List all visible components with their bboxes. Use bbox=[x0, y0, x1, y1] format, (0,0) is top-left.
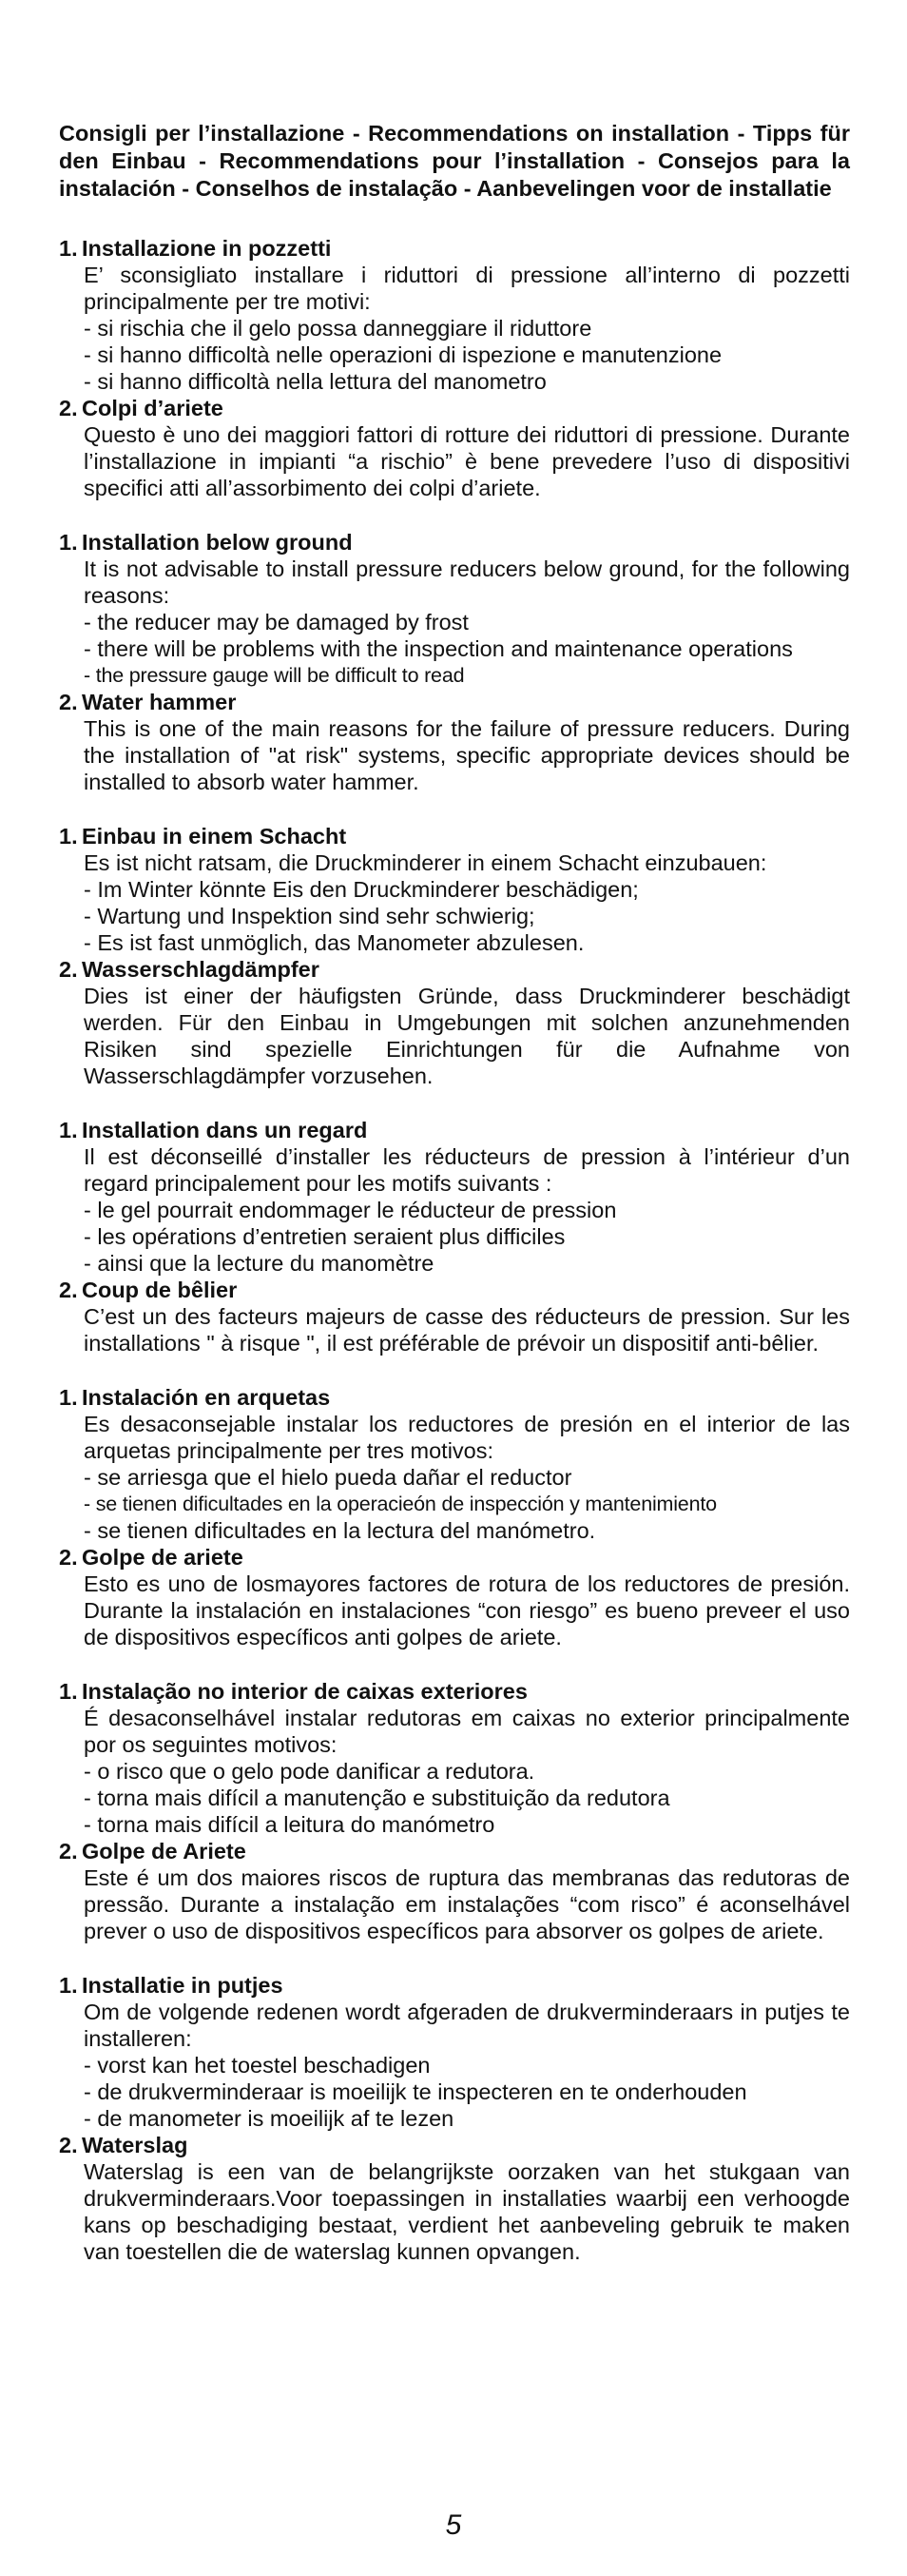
item-heading-text: Golpe de ariete bbox=[82, 1545, 243, 1570]
item-heading-text: Einbau in einem Schacht bbox=[82, 824, 347, 849]
bullet-line: - les opérations d’entretien seraient plus difficiles bbox=[84, 1224, 566, 1249]
item-heading bbox=[59, 956, 850, 983]
item-heading bbox=[59, 395, 850, 421]
item-heading bbox=[59, 689, 850, 715]
item-body bbox=[59, 1864, 850, 1944]
item-heading-text: Installatie in putjes bbox=[82, 1973, 283, 1998]
language-section bbox=[59, 1117, 850, 1356]
item-heading-text: Instalación en arquetas bbox=[82, 1385, 331, 1410]
language-section bbox=[59, 529, 850, 795]
item-paragraph: É desaconselhável instalar redutoras em caixas no exterior principalmente por os seguintes motivos: bbox=[84, 1706, 850, 1757]
item-number: 1. bbox=[59, 530, 78, 555]
bullet-line: - the pressure gauge will be difficult to read bbox=[84, 664, 465, 687]
item-body bbox=[59, 715, 850, 795]
instruction-item bbox=[59, 235, 850, 395]
instruction-item bbox=[59, 823, 850, 956]
item-body bbox=[59, 1999, 850, 2132]
item-heading bbox=[59, 2132, 850, 2158]
item-number: 1. bbox=[59, 1385, 78, 1410]
item-heading-text: Golpe de Ariete bbox=[82, 1839, 246, 1864]
item-body bbox=[59, 421, 850, 501]
item-number: 2. bbox=[59, 957, 78, 982]
instruction-item bbox=[59, 1972, 850, 2132]
item-body bbox=[59, 1705, 850, 1838]
instruction-item bbox=[59, 1117, 850, 1277]
item-heading-text: Instalação no interior de caixas exteriores bbox=[82, 1679, 528, 1704]
item-number: 2. bbox=[59, 1545, 78, 1570]
item-heading bbox=[59, 1544, 850, 1571]
bullet-line: - Es ist fast unmöglich, das Manometer abzulesen. bbox=[84, 930, 585, 955]
instruction-item bbox=[59, 1544, 850, 1650]
language-section bbox=[59, 235, 850, 501]
item-paragraph: Es ist nicht ratsam, die Druckminderer in einem Schacht einzubauen: bbox=[84, 850, 767, 875]
item-heading bbox=[59, 823, 850, 849]
item-paragraph: C’est un des facteurs majeurs de casse des réducteurs de pression. Sur les installations " à risque ", il est préférable de prévoir un dispositif anti-bêlier. bbox=[84, 1304, 850, 1356]
sections-container bbox=[59, 235, 850, 2265]
item-paragraph: Es desaconsejable instalar los reductores de presión en el interior de las arquetas principalmente per tres motivos: bbox=[84, 1412, 850, 1463]
item-heading bbox=[59, 1838, 850, 1864]
item-number: 1. bbox=[59, 1973, 78, 1998]
item-body bbox=[59, 983, 850, 1089]
bullet-line: - de manometer is moeilijk af te lezen bbox=[84, 2106, 454, 2131]
item-paragraph: Il est déconseillé d’installer les réducteurs de pression à l’intérieur d’un regard principalement pour les motifs suivants : bbox=[84, 1144, 850, 1196]
instruction-item bbox=[59, 1277, 850, 1356]
item-number: 2. bbox=[59, 690, 78, 714]
item-heading bbox=[59, 1117, 850, 1143]
item-paragraph: Waterslag is een van de belangrijkste oorzaken van het stukgaan van drukverminderaars.Voor toepassingen in installaties waarbij een verhoogde kans op beschadiging bestaat, verdient het aanbeveling gebruik te maken van toestellen die de waterslag kunnen opvangen. bbox=[84, 2159, 850, 2264]
item-paragraph: Esto es uno de losmayores factores de rotura de los reductores de presión. Durante la instalación en instalaciones “con riesgo” es bueno preveer el uso de dispositivos específicos anti golpes de ariete. bbox=[84, 1571, 850, 1649]
item-heading-text: Installation dans un regard bbox=[82, 1118, 368, 1142]
bullet-line: - si hanno difficoltà nella lettura del manometro bbox=[84, 369, 547, 394]
item-number: 2. bbox=[59, 396, 78, 420]
bullet-line: - o risco que o gelo pode danificar a redutora. bbox=[84, 1759, 535, 1784]
language-section bbox=[59, 1678, 850, 1944]
language-section bbox=[59, 1972, 850, 2265]
bullet-line: - there will be problems with the inspection and maintenance operations bbox=[84, 636, 793, 661]
bullet-line: - torna mais difícil a manutenção e substituição da redutora bbox=[84, 1786, 670, 1810]
item-body bbox=[59, 262, 850, 395]
item-number: 1. bbox=[59, 824, 78, 849]
item-heading-text: Installazione in pozzetti bbox=[82, 236, 332, 261]
bullet-line: - se arriesga que el hielo pueda dañar el reductor bbox=[84, 1465, 572, 1490]
bullet-line: - de drukverminderaar is moeilijk te inspecteren en te onderhouden bbox=[84, 2079, 747, 2104]
item-heading bbox=[59, 529, 850, 556]
item-heading bbox=[59, 1277, 850, 1303]
language-section bbox=[59, 1384, 850, 1650]
item-paragraph: This is one of the main reasons for the failure of pressure reducers. During the installation of "at risk" systems, specific appropriate devices should be installed to absorb water hammer. bbox=[84, 716, 850, 794]
item-number: 2. bbox=[59, 2133, 78, 2157]
item-body bbox=[59, 1143, 850, 1277]
bullet-line: - si rischia che il gelo possa danneggiare il riduttore bbox=[84, 316, 592, 341]
item-body bbox=[59, 849, 850, 956]
item-heading bbox=[59, 1678, 850, 1705]
item-heading-text: Installation below ground bbox=[82, 530, 353, 555]
item-heading bbox=[59, 235, 850, 262]
item-body bbox=[59, 2158, 850, 2265]
item-heading-text: Waterslag bbox=[82, 2133, 188, 2157]
item-paragraph: Dies ist einer der häufigsten Gründe, dass Druckminderer beschädigt werden. Für den Einbau in Umgebungen mit solchen anzunehmenden Risiken sind spezielle Einrichtungen für die Aufnahme von Wasserschlagdämpfer vorzusehen. bbox=[84, 984, 850, 1088]
instruction-item bbox=[59, 1384, 850, 1544]
instruction-item bbox=[59, 2132, 850, 2265]
item-number: 1. bbox=[59, 236, 78, 261]
item-paragraph: It is not advisable to install pressure reducers below ground, for the following reasons: bbox=[84, 556, 850, 608]
language-section bbox=[59, 823, 850, 1089]
item-number: 1. bbox=[59, 1679, 78, 1704]
document-page bbox=[59, 120, 850, 2293]
instruction-item bbox=[59, 1678, 850, 1838]
bullet-line: - si hanno difficoltà nelle operazioni di ispezione e manutenzione bbox=[84, 342, 723, 367]
item-number: 2. bbox=[59, 1278, 78, 1302]
bullet-line: - torna mais difícil a leitura do manómetro bbox=[84, 1812, 495, 1837]
bullet-line: - ainsi que la lecture du manomètre bbox=[84, 1251, 434, 1276]
item-body bbox=[59, 1303, 850, 1356]
item-heading-text: Wasserschlagdämpfer bbox=[82, 957, 319, 982]
bullet-line: - Wartung und Inspektion sind sehr schwierig; bbox=[84, 904, 535, 928]
item-paragraph: Om de volgende redenen wordt afgeraden de drukverminderaars in putjes te installeren: bbox=[84, 2000, 850, 2051]
item-body bbox=[59, 556, 850, 689]
item-number: 1. bbox=[59, 1118, 78, 1142]
item-heading-text: Water hammer bbox=[82, 690, 237, 714]
item-paragraph: E’ sconsigliato installare i riduttori di pressione all’interno di pozzetti principalmente per tre motivi: bbox=[84, 263, 850, 314]
instruction-item bbox=[59, 956, 850, 1089]
item-heading-text: Coup de bêlier bbox=[82, 1278, 238, 1302]
instruction-item bbox=[59, 689, 850, 795]
instruction-item bbox=[59, 1838, 850, 1944]
page-number: 5 bbox=[445, 2509, 462, 2541]
item-body bbox=[59, 1411, 850, 1544]
bullet-line: - the reducer may be damaged by frost bbox=[84, 610, 469, 634]
bullet-line: - Im Winter könnte Eis den Druckminderer beschädigen; bbox=[84, 877, 639, 902]
item-heading bbox=[59, 1384, 850, 1411]
bullet-line: - se tienen dificultades en la lectura del manómetro. bbox=[84, 1518, 596, 1543]
item-heading-text: Colpi d’ariete bbox=[82, 396, 223, 420]
instruction-item bbox=[59, 395, 850, 501]
bullet-line: - vorst kan het toestel beschadigen bbox=[84, 2053, 431, 2078]
item-paragraph: Este é um dos maiores riscos de ruptura das membranas das redutoras de pressão. Durante a instalação em instalações “com risco” é aconselhável prever o uso de dispositivos específicos para absorver os golpes de ariete. bbox=[84, 1865, 850, 1943]
bullet-line: - se tienen dificultades en la operacieón de inspección y mantenimiento bbox=[84, 1493, 717, 1515]
page-title: Consigli per l’installazione - Recommendations on installation - Tipps für den Einbau - Recommendations pour l’installation - Consejos para la instalación - Conselhos de instalação - Aanbevelingen voor de installatie bbox=[59, 121, 850, 201]
instruction-item bbox=[59, 529, 850, 689]
item-body bbox=[59, 1571, 850, 1650]
bullet-line: - le gel pourrait endommager le réducteur de pression bbox=[84, 1198, 617, 1222]
item-heading bbox=[59, 1972, 850, 1999]
item-paragraph: Questo è uno dei maggiori fattori di rotture dei riduttori di pressione. Durante l’installazione in impianti “a rischio” è bene prevedere l’uso di dispositivi specifici atti all’assorbimento dei colpi d’ariete. bbox=[84, 422, 850, 500]
item-number: 2. bbox=[59, 1839, 78, 1864]
